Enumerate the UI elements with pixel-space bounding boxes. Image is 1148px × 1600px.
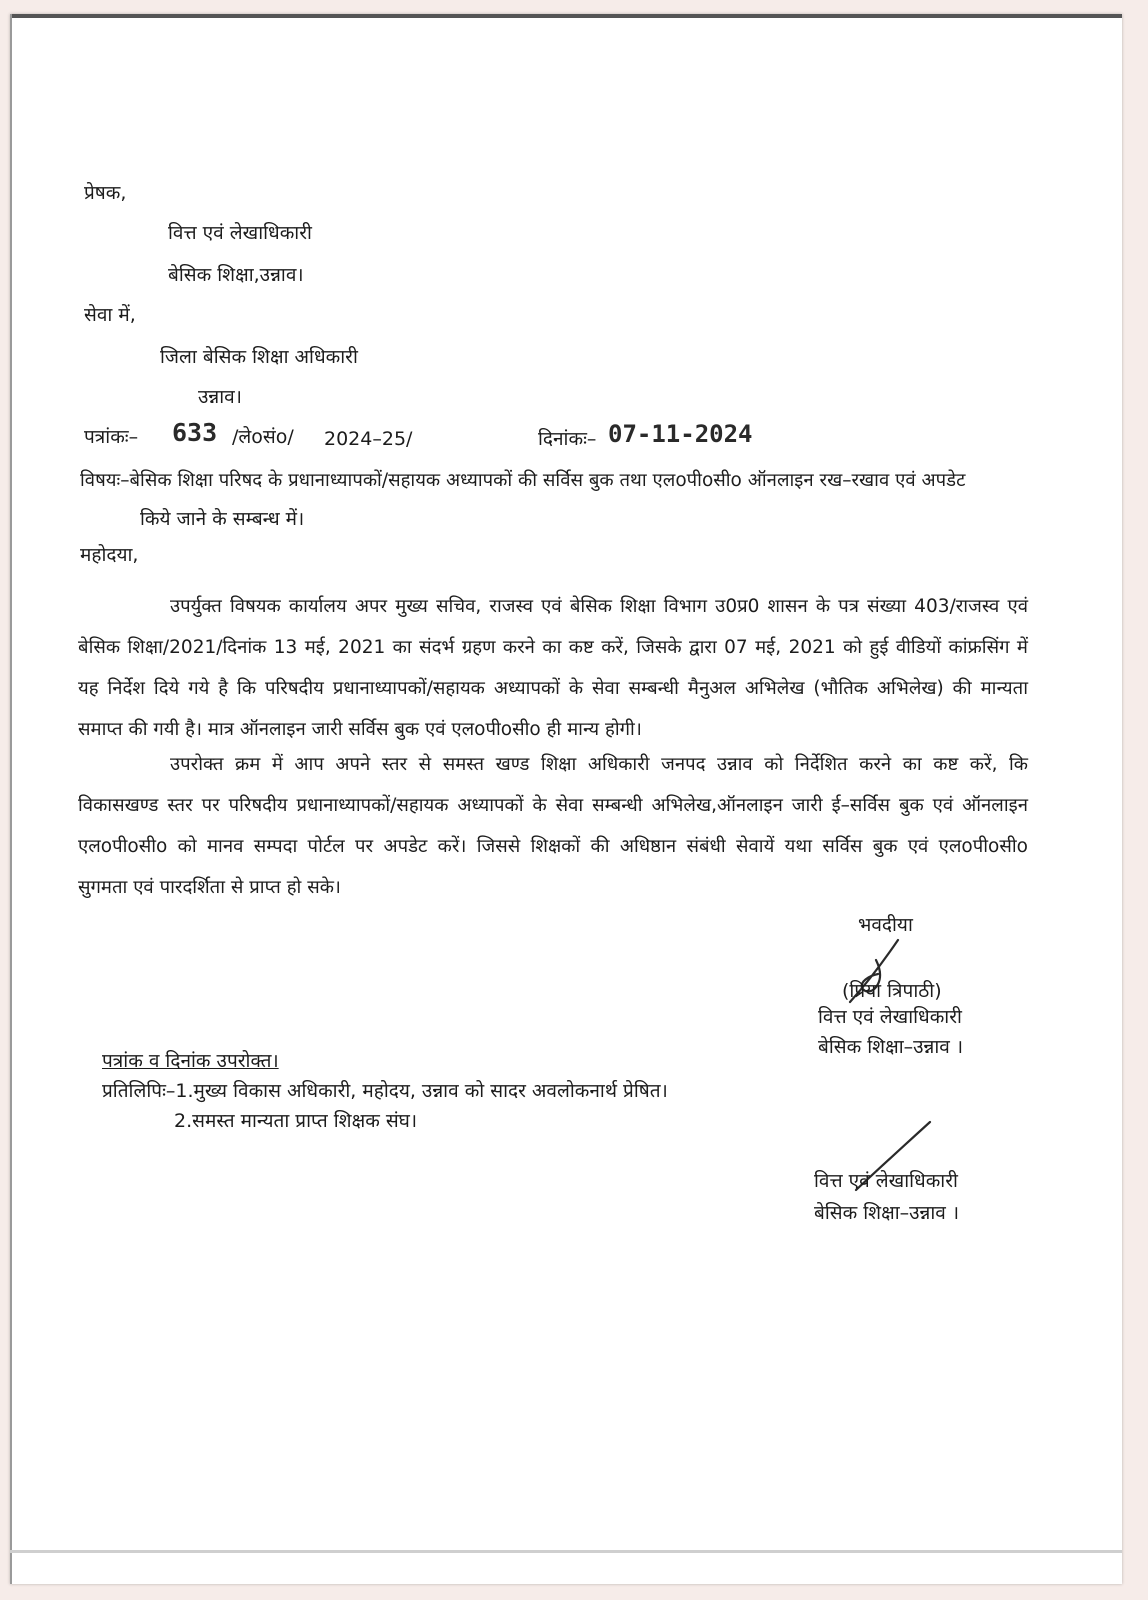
reference-label: पत्रांकः– [84,426,139,448]
scan-top-edge [10,14,1122,18]
paragraph-2-line-4: सुगमता एवं पारदर्शिता से प्राप्त हो सके। [78,877,341,898]
copy-line-1: प्रतिलिपिः–1.मुख्य विकास अधिकारी, महोदय, उन्नाव को सादर अवलोकनार्थ प्रेषित। [102,1080,668,1102]
paragraph-2-line-3: एलoपीoसीo को मानव सम्पदा पोर्टल पर अपडेट करें। जिससे शिक्षकों की अधिष्ठान संबंधी सेवायें यथा सर्विस बुक एवं एलoपीoसीo [78,836,1028,857]
copy-line-2: 2.समस्त मान्यता प्राप्त शिक्षक संघ। [174,1110,418,1132]
paragraph-1-line-4: समाप्त की गयी है। मात्र ऑनलाइन जारी सर्विस बुक एवं एलoपीoसीo ही मान्य होगी। [78,719,642,740]
sender-designation: वित्त एवं लेखाधिकारी [168,222,312,244]
signatory-name: (प्रिया त्रिपाठी) [842,980,942,1002]
paragraph-1-line-2: बेसिक शिक्षा/2021/दिनांक 13 मई, 2021 का संदर्भ ग्रहण करने का कष्ट करें, जिसके द्वारा 07 मई, 2021 को हुई वीडियों कांफ्रसिंग में [78,637,1028,658]
subject-line-1: विषयः–बेसिक शिक्षा परिषद के प्रधानाध्यापकों/सहायक अध्यापकों की सर्विस बुक तथा एलoपीoसीo ऑनलाइन रख–रखाव एवं अपडेट [80,470,966,491]
closing-text: भवदीया [858,914,913,936]
letter-page [10,14,1122,1584]
body-paragraph-1 [78,586,1028,750]
signatory-designation: वित्त एवं लेखाधिकारी [818,1006,962,1028]
copy-signatory-office: बेसिक शिक्षा–उन्नाव । [814,1202,960,1224]
date-label: दिनांकः– [538,428,597,450]
reference-suffix: /लेoसंo/ [232,426,294,448]
subject-line-2: किये जाने के सम्बन्ध में। [140,508,305,530]
scan-left-edge [10,14,12,1584]
signatory-office: बेसिक शिक्षा–उन्नाव । [818,1036,964,1058]
paragraph-1-line-1: उपर्युक्त विषयक कार्यालय अपर मुख्य सचिव, राजस्व एवं बेसिक शिक्षा विभाग उ0प्र0 शासन के पत्र संख्या 403/राजस्व एवं [170,596,1028,617]
sender-office: बेसिक शिक्षा,उन्नाव। [168,264,304,286]
recipient-place: उन्नाव। [198,386,242,408]
body-paragraph-2 [78,744,1028,908]
copy-header: पत्रांक व दिनांक उपरोक्त। [102,1050,279,1072]
recipient-designation: जिला बेसिक शिक्षा अधिकारी [160,346,358,368]
recipient-label: सेवा में, [84,304,136,326]
reference-year: 2024–25/ [324,428,413,450]
reference-number: 633 [172,418,218,447]
paragraph-2-line-1: उपरोक्त क्रम में आप अपने स्तर से समस्त खण्ड शिक्षा अधिकारी जनपद उन्नाव को निर्देशित करने का कष्ट करें, कि [170,754,1028,775]
salutation: महोदया, [80,544,139,566]
scan-bottom-edge [10,1550,1122,1553]
copy-signatory-designation: वित्त एवं लेखाधिकारी [814,1170,958,1192]
paragraph-1-line-3: यह निर्देश दिये गये है कि परिषदीय प्रधानाध्यापकों/सहायक अध्यापकों के सेवा सम्बन्धी मैनुअल अभिलेख (भौतिक अभिलेख) की मान्यता [78,678,1028,699]
sender-label: प्रेषक, [84,182,127,204]
letter-date: 07-11-2024 [608,420,753,448]
paragraph-2-line-2: विकासखण्ड स्तर पर परिषदीय प्रधानाध्यापकों/सहायक अध्यापकों के सेवा सम्बन्धी अभिलेख,ऑनलाइन जारी ई–सर्विस बुक एवं ऑनलाइन [78,795,1028,816]
